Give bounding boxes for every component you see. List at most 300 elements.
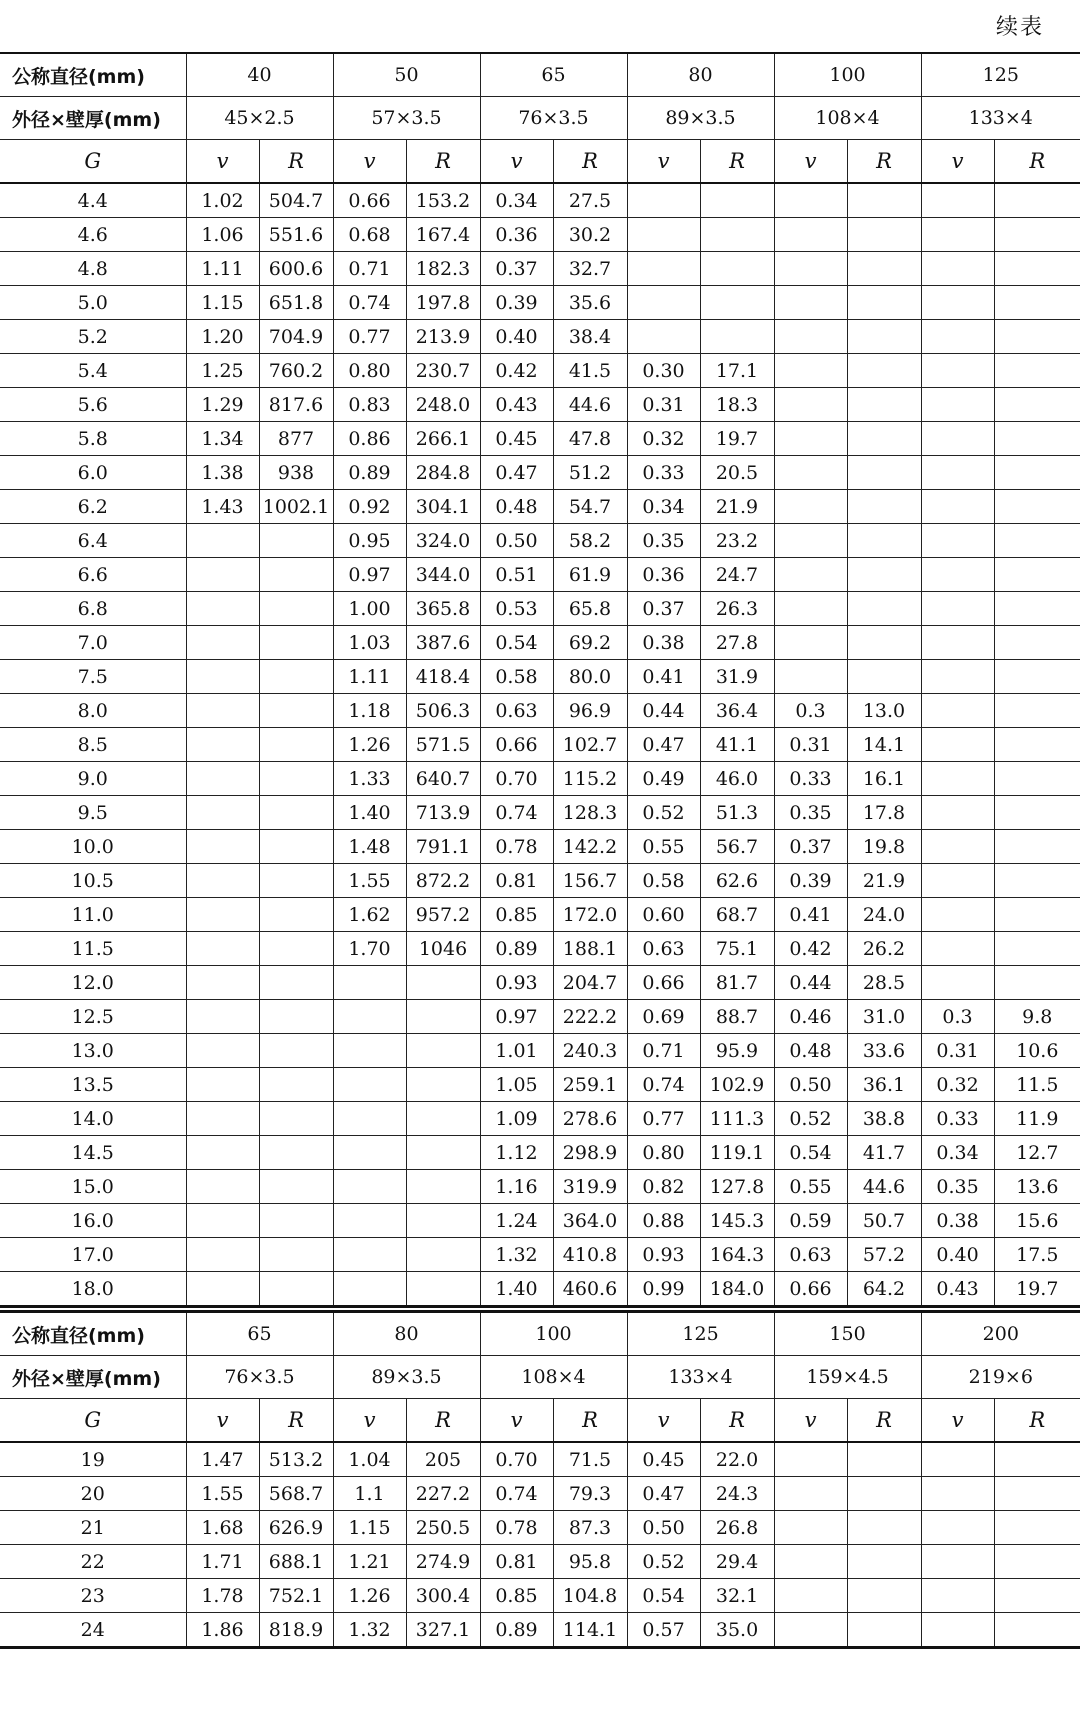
label-v: v [627, 140, 700, 184]
table-row [0, 183, 1080, 218]
resistance-cell [994, 898, 1080, 932]
resistance-cell: 410.8 [553, 1238, 627, 1272]
resistance-cell: 266.1 [406, 422, 480, 456]
resistance-cell: 204.7 [553, 966, 627, 1000]
resistance-cell [259, 762, 333, 796]
velocity-cell [774, 1545, 847, 1579]
velocity-cell: 0.51 [480, 558, 553, 592]
resistance-cell [994, 524, 1080, 558]
resistance-cell [994, 490, 1080, 524]
resistance-cell: 19.8 [847, 830, 921, 864]
velocity-cell [921, 592, 994, 626]
table-row [0, 354, 1080, 388]
label-r: R [847, 140, 921, 184]
label-v: v [627, 1399, 700, 1443]
outer-diameter-cell: 89×3.5 [333, 1356, 480, 1399]
resistance-cell [994, 1545, 1080, 1579]
resistance-cell: 240.3 [553, 1034, 627, 1068]
resistance-cell [406, 1068, 480, 1102]
label-outer-diameter-wall: 外径×壁厚(mm) [0, 97, 186, 140]
velocity-cell [774, 490, 847, 524]
flow-g-cell: 7.0 [0, 626, 186, 660]
header-row-dn [0, 1312, 1080, 1356]
velocity-cell: 0.40 [480, 320, 553, 354]
nominal-diameter-cell: 50 [333, 53, 480, 97]
velocity-cell [186, 1034, 259, 1068]
velocity-cell: 1.71 [186, 1545, 259, 1579]
velocity-cell: 0.42 [480, 354, 553, 388]
velocity-cell [774, 456, 847, 490]
resistance-cell: 26.8 [700, 1511, 774, 1545]
velocity-cell: 0.40 [921, 1238, 994, 1272]
velocity-cell [774, 354, 847, 388]
velocity-cell [774, 286, 847, 320]
velocity-cell: 0.53 [480, 592, 553, 626]
velocity-cell: 1.03 [333, 626, 406, 660]
resistance-cell [847, 422, 921, 456]
velocity-cell [333, 1068, 406, 1102]
resistance-cell: 571.5 [406, 728, 480, 762]
table-2-body [0, 1312, 1080, 1648]
resistance-cell [847, 1442, 921, 1477]
resistance-cell [847, 660, 921, 694]
resistance-cell: 13.6 [994, 1170, 1080, 1204]
resistance-cell: 760.2 [259, 354, 333, 388]
resistance-cell: 957.2 [406, 898, 480, 932]
table-row [0, 660, 1080, 694]
flow-g-cell: 5.2 [0, 320, 186, 354]
velocity-cell: 1.29 [186, 388, 259, 422]
resistance-cell: 387.6 [406, 626, 480, 660]
resistance-cell: 145.3 [700, 1204, 774, 1238]
resistance-cell [259, 1102, 333, 1136]
resistance-cell [994, 456, 1080, 490]
header-row-od [0, 1356, 1080, 1399]
table-row [0, 830, 1080, 864]
resistance-cell [847, 286, 921, 320]
velocity-cell [774, 524, 847, 558]
resistance-cell: 418.4 [406, 660, 480, 694]
velocity-cell: 0.34 [627, 490, 700, 524]
flow-g-cell: 4.6 [0, 218, 186, 252]
velocity-cell: 1.86 [186, 1613, 259, 1648]
table-row [0, 966, 1080, 1000]
velocity-cell: 1.20 [186, 320, 259, 354]
velocity-cell: 0.77 [333, 320, 406, 354]
velocity-cell [921, 286, 994, 320]
velocity-cell: 1.21 [333, 1545, 406, 1579]
label-r: R [700, 140, 774, 184]
resistance-cell [700, 286, 774, 320]
label-r: R [553, 1399, 627, 1443]
velocity-cell: 0.88 [627, 1204, 700, 1238]
flow-g-cell: 6.6 [0, 558, 186, 592]
outer-diameter-cell: 57×3.5 [333, 97, 480, 140]
outer-diameter-cell: 108×4 [480, 1356, 627, 1399]
flow-g-cell: 14.5 [0, 1136, 186, 1170]
label-r: R [259, 140, 333, 184]
resistance-cell: 298.9 [553, 1136, 627, 1170]
velocity-cell: 0.63 [627, 932, 700, 966]
velocity-cell: 0.55 [627, 830, 700, 864]
velocity-cell: 0.57 [627, 1613, 700, 1648]
resistance-cell: 10.6 [994, 1034, 1080, 1068]
resistance-cell: 24.3 [700, 1477, 774, 1511]
flow-g-cell: 13.5 [0, 1068, 186, 1102]
velocity-cell [921, 354, 994, 388]
resistance-cell: 568.7 [259, 1477, 333, 1511]
velocity-cell: 0.59 [774, 1204, 847, 1238]
resistance-cell: 58.2 [553, 524, 627, 558]
velocity-cell: 1.55 [333, 864, 406, 898]
velocity-cell [333, 1000, 406, 1034]
flow-g-cell: 20 [0, 1477, 186, 1511]
resistance-cell: 23.2 [700, 524, 774, 558]
velocity-cell [921, 218, 994, 252]
resistance-cell: 64.2 [847, 1272, 921, 1307]
label-v: v [480, 1399, 553, 1443]
velocity-cell [921, 1477, 994, 1511]
velocity-cell: 1.02 [186, 183, 259, 218]
resistance-cell: 222.2 [553, 1000, 627, 1034]
table-row [0, 796, 1080, 830]
velocity-cell: 0.89 [480, 1613, 553, 1648]
velocity-cell: 0.99 [627, 1272, 700, 1307]
flow-g-cell: 21 [0, 1511, 186, 1545]
resistance-cell [847, 1579, 921, 1613]
velocity-cell: 0.83 [333, 388, 406, 422]
resistance-cell: 26.3 [700, 592, 774, 626]
resistance-cell: 1046 [406, 932, 480, 966]
table-row [0, 728, 1080, 762]
resistance-cell: 57.2 [847, 1238, 921, 1272]
resistance-cell [700, 218, 774, 252]
label-v: v [333, 140, 406, 184]
resistance-cell: 626.9 [259, 1511, 333, 1545]
velocity-cell: 1.18 [333, 694, 406, 728]
resistance-cell [700, 252, 774, 286]
velocity-cell: 0.35 [921, 1170, 994, 1204]
velocity-cell: 0.77 [627, 1102, 700, 1136]
resistance-cell: 284.8 [406, 456, 480, 490]
table-row [0, 1000, 1080, 1034]
resistance-cell: 877 [259, 422, 333, 456]
resistance-cell: 818.9 [259, 1613, 333, 1648]
velocity-cell: 0.50 [774, 1068, 847, 1102]
table-row [0, 1545, 1080, 1579]
resistance-cell: 54.7 [553, 490, 627, 524]
table-row [0, 864, 1080, 898]
velocity-cell [921, 1613, 994, 1648]
velocity-cell [333, 1034, 406, 1068]
outer-diameter-cell: 219×6 [921, 1356, 1080, 1399]
table-row [0, 490, 1080, 524]
velocity-cell [186, 762, 259, 796]
velocity-cell: 1.06 [186, 218, 259, 252]
resistance-cell: 32.1 [700, 1579, 774, 1613]
velocity-cell [921, 694, 994, 728]
resistance-cell: 51.3 [700, 796, 774, 830]
resistance-cell [994, 286, 1080, 320]
table-row [0, 1068, 1080, 1102]
resistance-cell: 19.7 [994, 1272, 1080, 1307]
velocity-cell: 0.58 [627, 864, 700, 898]
velocity-cell: 0.86 [333, 422, 406, 456]
velocity-cell [627, 183, 700, 218]
resistance-cell [847, 1613, 921, 1648]
resistance-cell: 51.2 [553, 456, 627, 490]
velocity-cell [774, 320, 847, 354]
velocity-cell: 1.68 [186, 1511, 259, 1545]
velocity-cell [186, 932, 259, 966]
velocity-cell: 0.82 [627, 1170, 700, 1204]
resistance-cell: 104.8 [553, 1579, 627, 1613]
velocity-cell [774, 592, 847, 626]
velocity-cell: 1.40 [333, 796, 406, 830]
velocity-cell: 0.74 [480, 796, 553, 830]
velocity-cell [333, 1204, 406, 1238]
flow-g-cell: 19 [0, 1442, 186, 1477]
resistance-cell [847, 252, 921, 286]
velocity-cell [186, 1170, 259, 1204]
velocity-cell: 0.66 [333, 183, 406, 218]
velocity-cell: 0.58 [480, 660, 553, 694]
nominal-diameter-cell: 200 [921, 1312, 1080, 1356]
velocity-cell: 0.32 [921, 1068, 994, 1102]
velocity-cell: 1.38 [186, 456, 259, 490]
resistance-cell: 38.8 [847, 1102, 921, 1136]
resistance-cell [259, 626, 333, 660]
resistance-cell: 31.9 [700, 660, 774, 694]
nominal-diameter-cell: 40 [186, 53, 333, 97]
velocity-cell: 0.70 [480, 762, 553, 796]
velocity-cell: 0.85 [480, 1579, 553, 1613]
header-row-dn [0, 53, 1080, 97]
outer-diameter-cell: 45×2.5 [186, 97, 333, 140]
velocity-cell [921, 320, 994, 354]
table-row [0, 592, 1080, 626]
table-row [0, 1102, 1080, 1136]
resistance-cell [847, 183, 921, 218]
velocity-cell: 0.33 [774, 762, 847, 796]
velocity-cell: 1.32 [480, 1238, 553, 1272]
table-row [0, 1477, 1080, 1511]
flow-g-cell: 23 [0, 1579, 186, 1613]
velocity-cell [186, 898, 259, 932]
velocity-cell [333, 1272, 406, 1307]
resistance-cell: 18.3 [700, 388, 774, 422]
flow-g-cell: 5.0 [0, 286, 186, 320]
table-row [0, 932, 1080, 966]
velocity-cell [333, 1238, 406, 1272]
velocity-cell: 1.70 [333, 932, 406, 966]
velocity-cell: 0.52 [627, 1545, 700, 1579]
resistance-cell: 31.0 [847, 1000, 921, 1034]
resistance-cell [994, 1613, 1080, 1648]
resistance-cell [847, 456, 921, 490]
resistance-cell [259, 728, 333, 762]
resistance-cell: 327.1 [406, 1613, 480, 1648]
resistance-cell: 791.1 [406, 830, 480, 864]
velocity-cell: 0.44 [627, 694, 700, 728]
resistance-cell: 69.2 [553, 626, 627, 660]
resistance-cell [847, 354, 921, 388]
resistance-cell [259, 864, 333, 898]
velocity-cell [186, 626, 259, 660]
resistance-cell: 11.5 [994, 1068, 1080, 1102]
resistance-cell: 36.1 [847, 1068, 921, 1102]
resistance-cell: 506.3 [406, 694, 480, 728]
resistance-cell [259, 932, 333, 966]
table-row [0, 286, 1080, 320]
resistance-cell [406, 966, 480, 1000]
velocity-cell: 0.48 [480, 490, 553, 524]
resistance-cell: 96.9 [553, 694, 627, 728]
velocity-cell: 0.39 [480, 286, 553, 320]
resistance-cell: 1002.1 [259, 490, 333, 524]
velocity-cell: 0.37 [774, 830, 847, 864]
velocity-cell: 0.31 [774, 728, 847, 762]
flow-g-cell: 9.0 [0, 762, 186, 796]
velocity-cell: 0.42 [774, 932, 847, 966]
resistance-cell [994, 422, 1080, 456]
velocity-cell: 0.97 [333, 558, 406, 592]
velocity-cell: 0.3 [921, 1000, 994, 1034]
velocity-cell [921, 660, 994, 694]
resistance-cell: 324.0 [406, 524, 480, 558]
resistance-cell: 259.1 [553, 1068, 627, 1102]
velocity-cell: 0.33 [627, 456, 700, 490]
resistance-cell [259, 898, 333, 932]
velocity-cell: 0.71 [627, 1034, 700, 1068]
continued-label: 续表 [995, 15, 1044, 40]
resistance-cell [259, 694, 333, 728]
resistance-cell: 36.4 [700, 694, 774, 728]
resistance-cell: 127.8 [700, 1170, 774, 1204]
velocity-cell: 1.15 [186, 286, 259, 320]
outer-diameter-cell: 133×4 [627, 1356, 774, 1399]
nominal-diameter-cell: 65 [186, 1312, 333, 1356]
nominal-diameter-cell: 150 [774, 1312, 921, 1356]
velocity-cell [333, 1170, 406, 1204]
resistance-cell [847, 320, 921, 354]
resistance-cell: 651.8 [259, 286, 333, 320]
velocity-cell [627, 218, 700, 252]
velocity-cell: 0.95 [333, 524, 406, 558]
velocity-cell: 0.63 [774, 1238, 847, 1272]
velocity-cell: 0.36 [480, 218, 553, 252]
resistance-cell [994, 354, 1080, 388]
label-nominal-diameter: 公称直径(mm) [0, 53, 186, 97]
resistance-cell: 81.7 [700, 966, 774, 1000]
velocity-cell: 1.26 [333, 728, 406, 762]
flow-g-cell: 4.4 [0, 183, 186, 218]
outer-diameter-cell: 76×3.5 [480, 97, 627, 140]
resistance-cell [994, 626, 1080, 660]
velocity-cell: 1.78 [186, 1579, 259, 1613]
label-g: G [0, 1399, 186, 1443]
velocity-cell: 0.63 [480, 694, 553, 728]
resistance-cell [259, 1272, 333, 1307]
resistance-cell [994, 932, 1080, 966]
velocity-cell: 0.38 [921, 1204, 994, 1238]
velocity-cell: 0.44 [774, 966, 847, 1000]
nominal-diameter-cell: 100 [774, 53, 921, 97]
velocity-cell [774, 1442, 847, 1477]
resistance-cell: 22.0 [700, 1442, 774, 1477]
resistance-cell [847, 490, 921, 524]
velocity-cell: 0.3 [774, 694, 847, 728]
resistance-cell: 38.4 [553, 320, 627, 354]
resistance-cell: 102.7 [553, 728, 627, 762]
table-row [0, 1204, 1080, 1238]
flow-g-cell: 15.0 [0, 1170, 186, 1204]
resistance-cell: 14.1 [847, 728, 921, 762]
resistance-cell: 41.5 [553, 354, 627, 388]
velocity-cell: 1.16 [480, 1170, 553, 1204]
resistance-cell: 114.1 [553, 1613, 627, 1648]
velocity-cell: 0.54 [627, 1579, 700, 1613]
velocity-cell: 0.33 [921, 1102, 994, 1136]
flow-g-cell: 7.5 [0, 660, 186, 694]
label-r: R [994, 1399, 1080, 1443]
velocity-cell: 0.43 [921, 1272, 994, 1307]
label-v: v [480, 140, 553, 184]
table-row [0, 1579, 1080, 1613]
resistance-cell [259, 1068, 333, 1102]
flow-g-cell: 8.5 [0, 728, 186, 762]
resistance-cell [259, 1000, 333, 1034]
hydraulic-table-2 [0, 1310, 1080, 1649]
resistance-cell [994, 558, 1080, 592]
table-row [0, 1272, 1080, 1307]
resistance-cell [847, 1477, 921, 1511]
velocity-cell: 1.12 [480, 1136, 553, 1170]
resistance-cell [994, 1511, 1080, 1545]
table-row [0, 1136, 1080, 1170]
flow-g-cell: 6.8 [0, 592, 186, 626]
velocity-cell: 0.37 [627, 592, 700, 626]
velocity-cell [921, 1579, 994, 1613]
table-row [0, 1613, 1080, 1648]
velocity-cell [921, 490, 994, 524]
resistance-cell: 188.1 [553, 932, 627, 966]
header-row-symbols [0, 140, 1080, 184]
resistance-cell: 30.2 [553, 218, 627, 252]
label-r: R [700, 1399, 774, 1443]
velocity-cell: 0.47 [480, 456, 553, 490]
velocity-cell: 0.97 [480, 1000, 553, 1034]
resistance-cell: 752.1 [259, 1579, 333, 1613]
label-r: R [994, 140, 1080, 184]
label-r: R [553, 140, 627, 184]
resistance-cell: 46.0 [700, 762, 774, 796]
velocity-cell [774, 218, 847, 252]
resistance-cell [847, 592, 921, 626]
resistance-cell [847, 524, 921, 558]
flow-g-cell: 5.6 [0, 388, 186, 422]
velocity-cell: 0.46 [774, 1000, 847, 1034]
velocity-cell: 0.93 [627, 1238, 700, 1272]
velocity-cell: 0.85 [480, 898, 553, 932]
resistance-cell: 227.2 [406, 1477, 480, 1511]
velocity-cell: 0.89 [480, 932, 553, 966]
resistance-cell: 80.0 [553, 660, 627, 694]
velocity-cell: 1.26 [333, 1579, 406, 1613]
velocity-cell [186, 1272, 259, 1307]
velocity-cell [186, 524, 259, 558]
table-row [0, 626, 1080, 660]
